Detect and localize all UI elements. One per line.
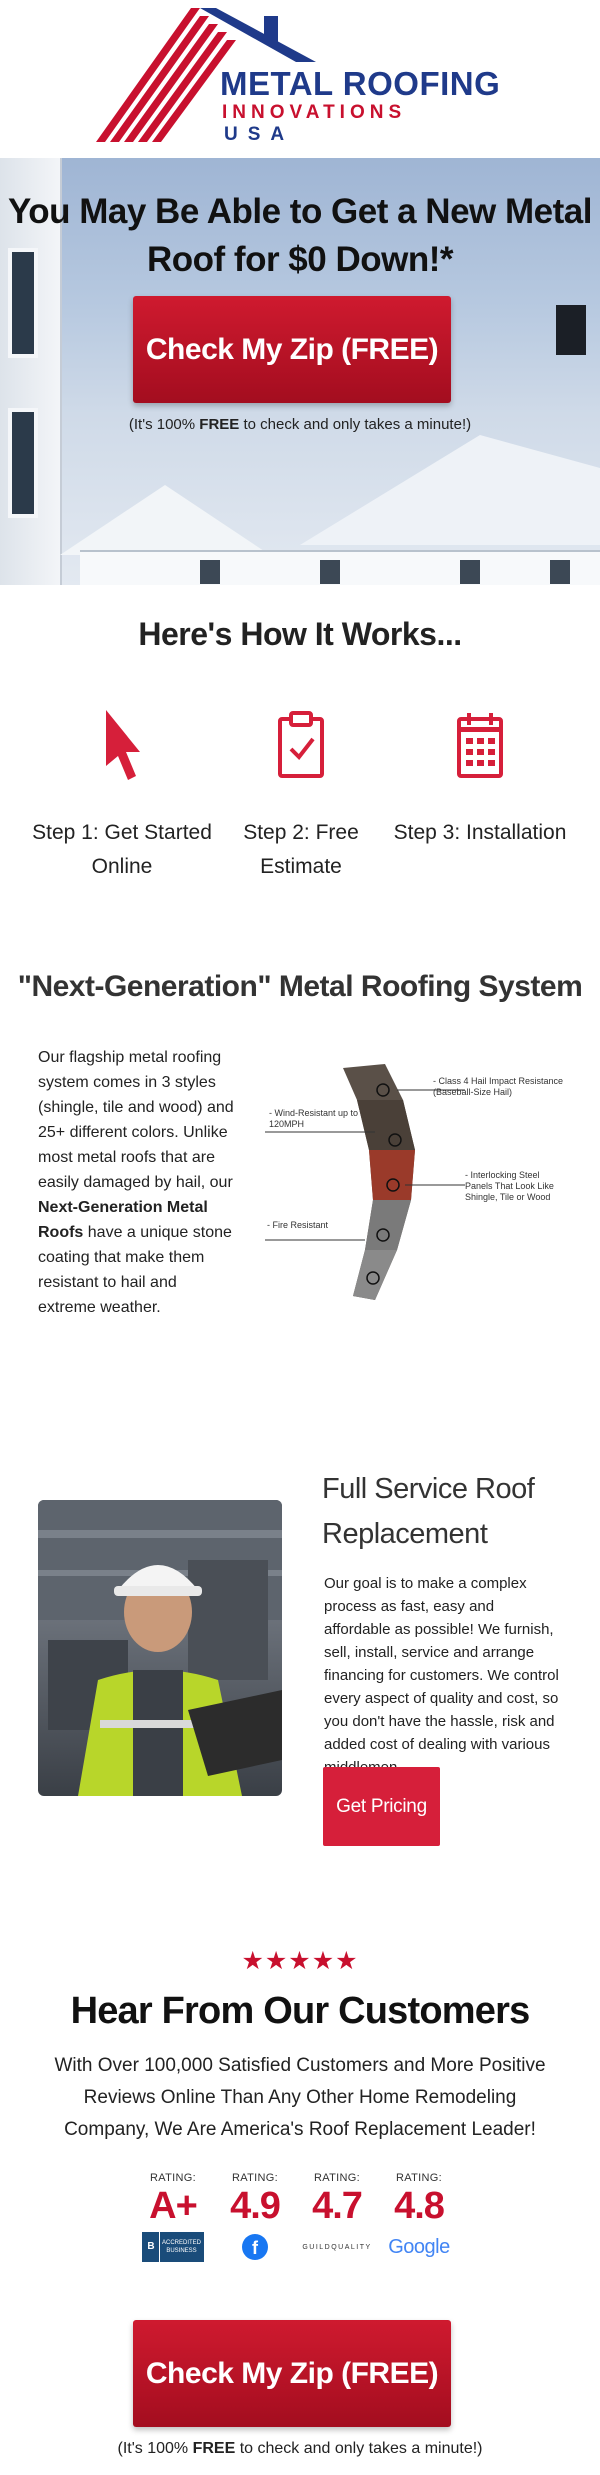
hero-chimney xyxy=(556,305,586,355)
facebook-icon: f xyxy=(220,2230,290,2264)
rating-value: 4.7 xyxy=(312,2185,362,2227)
get-pricing-button[interactable]: Get Pricing xyxy=(323,1767,440,1846)
rating-google xyxy=(384,2172,454,2264)
rating-facebook xyxy=(220,2172,290,2264)
hero-snowy-roof xyxy=(60,485,270,555)
step-label: Step 1: Get Started Online xyxy=(32,821,212,878)
rating-caption: RATING: xyxy=(314,2172,360,2184)
step-label: Step 2: Free Estimate xyxy=(243,821,359,878)
google-icon: Google xyxy=(388,2235,450,2258)
check-zip-button[interactable]: Check My Zip (FREE) xyxy=(133,296,451,403)
fire-resistant-label: - Fire Resistant xyxy=(267,1220,329,1230)
calendar-icon xyxy=(456,711,504,779)
full-service-text: Our goal is to make a complex process as fast, easy and affordable as possible! We furnish, sell, install, service and arrange financing for customers. We control every aspect of quality and cost, so you don't have the hassle, risk and added cost of dealing with various xyxy=(324,1575,559,1753)
wind-resistance-label: - Wind-Resistant up to 120MPH xyxy=(269,1108,359,1129)
cta-note: (It's 100% FREE to check and only takes a minute!) xyxy=(128,416,472,433)
full-service-title: Full Service Roof Replacement xyxy=(322,1473,535,1550)
step-2 xyxy=(206,700,396,884)
hail-resistance-label: - Class 4 Hail Impact Resistance (Baseball-Size Hail) xyxy=(433,1076,564,1097)
rating-caption: RATING: xyxy=(150,2172,196,2184)
cta-note-bottom: (It's 100% FREE to check and only takes a minute!) xyxy=(117,2440,483,2457)
reviews-title: Hear From Our Customers xyxy=(70,1990,530,2032)
header xyxy=(0,0,600,158)
step-1 xyxy=(27,700,217,884)
bbb-icon: B ACCREDITED BUSINESS xyxy=(138,2230,208,2264)
rating-caption: RATING: xyxy=(232,2172,278,2184)
brand-line-3: USA xyxy=(224,124,295,145)
hero-section xyxy=(0,158,600,585)
brand-line-2: INNOVATIONS xyxy=(222,102,407,123)
rating-guildquality xyxy=(302,2172,372,2264)
next-gen-title: "Next-Generation" Metal Roofing System xyxy=(17,970,583,1003)
rating-value: A+ xyxy=(149,2185,197,2227)
rating-bbb xyxy=(138,2172,208,2264)
contractor-illustration xyxy=(38,1500,282,1796)
hero-snowy-roof xyxy=(300,435,600,545)
check-zip-button-bottom[interactable]: Check My Zip (FREE) xyxy=(133,2320,451,2427)
step-3 xyxy=(385,700,575,850)
cursor-icon xyxy=(100,708,144,782)
clipboard-check-icon xyxy=(277,711,325,779)
hero-title: You May Be Able to Get a New Metal Roof for $0 Down!* xyxy=(8,192,592,279)
five-star-rating: ★★★★★ xyxy=(241,1947,359,1975)
brand-line-1: METAL ROOFING xyxy=(220,65,501,102)
steel-panels-label: - Interlocking Steel Panels That Look Like Shingle, Tile or Wood xyxy=(465,1170,554,1202)
roof-tile-diagram xyxy=(265,1060,565,1310)
reviews-subtitle: With Over 100,000 Satisfied Customers and More Positive Reviews Online Than Any Other Home Remodeling Company, We Are America's Roof Replacement Leader! xyxy=(54,2055,546,2140)
step-label: Step 3: Installation xyxy=(393,821,567,844)
rating-caption: RATING: xyxy=(396,2172,442,2184)
rating-value: 4.8 xyxy=(394,2185,444,2227)
contractor-photo xyxy=(38,1500,282,1796)
how-it-works-title: Here's How It Works... xyxy=(138,616,462,652)
guildquality-icon: GUILDQUALITY xyxy=(302,2243,372,2251)
brand-logo[interactable] xyxy=(220,66,500,146)
next-gen-text: Our flagship metal roofing system comes in 3 styles (shingle, tile and wood) and 25+ different colors. Unlike most metal roofs that are easily damaged by hail, our Next-Generation Metal Roofs have a unique stone coating that make them resistant to hail and extreme weather. xyxy=(38,1049,234,1316)
rating-value: 4.9 xyxy=(230,2185,280,2227)
hero-house-wall xyxy=(80,550,600,585)
